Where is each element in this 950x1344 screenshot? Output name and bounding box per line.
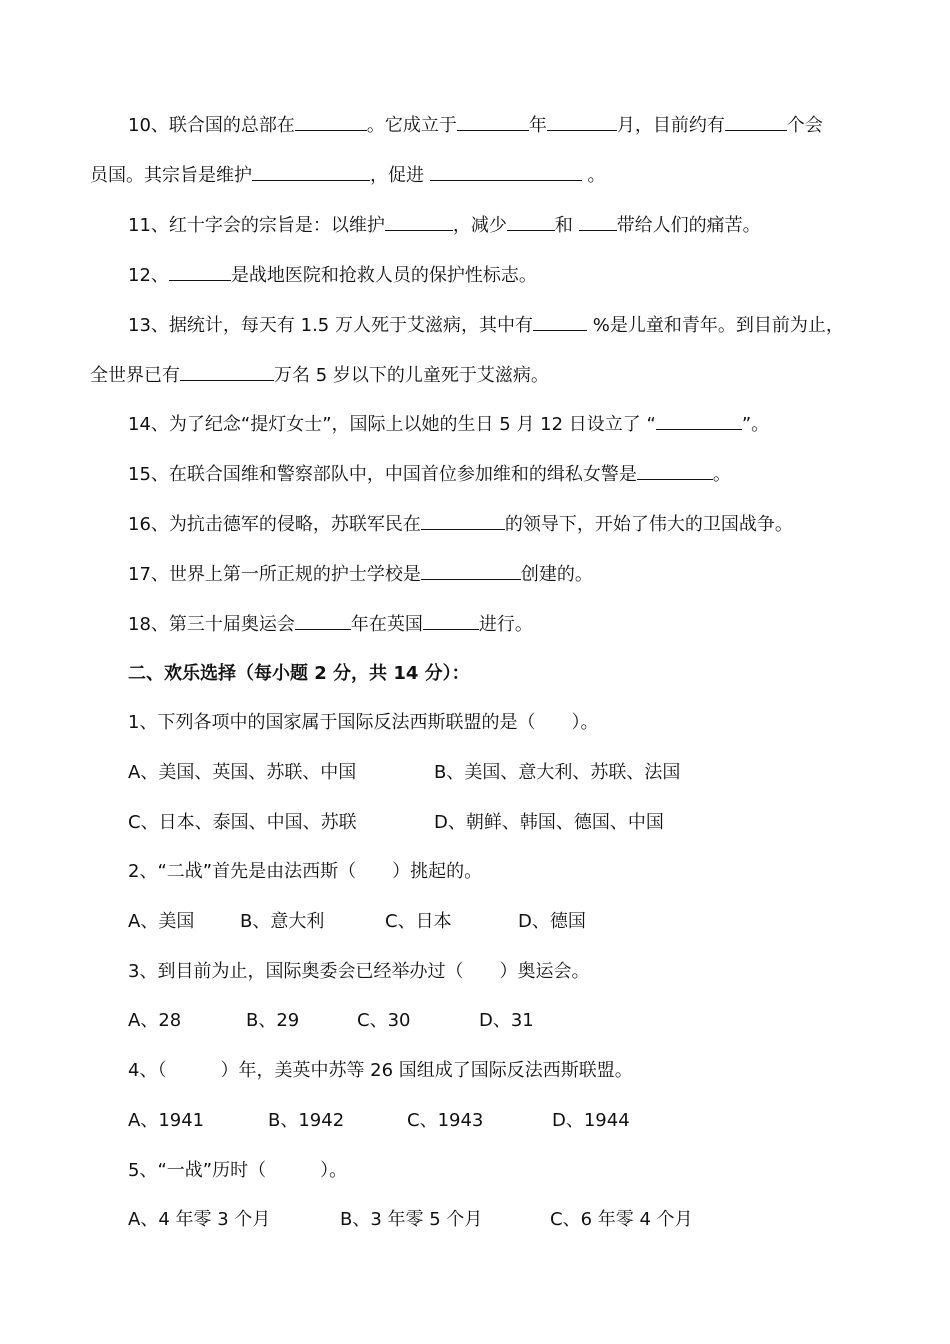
question-text: 是战地医院和抢救人员的保护性标志。 (230, 265, 537, 286)
option-c[interactable]: C、30 (357, 1010, 411, 1031)
answer-blank[interactable] (423, 611, 479, 630)
option-a[interactable]: A、美国、英国、苏联、中国 (128, 762, 357, 783)
question-text: 14、为了纪念“提灯女士”，国际上以她的生日 5 月 12 日设立了 “ (128, 414, 656, 435)
question-text: 和 (554, 215, 573, 236)
question-text: %是儿童和青年。到目前为止， (592, 315, 844, 336)
option-b[interactable]: B、3 年零 5 个月 (340, 1209, 483, 1230)
answer-blank[interactable] (656, 411, 742, 430)
question-13-line-2 (90, 362, 549, 389)
option-a[interactable]: A、美国 (128, 911, 195, 932)
answer-blank[interactable] (252, 162, 370, 181)
answer-blank[interactable] (180, 362, 274, 381)
choice-question-3: 3、到目前为止，国际奥委会已经举办过（ ）奥运会。 (128, 961, 590, 982)
question-text: 个会 (786, 115, 823, 136)
question-text: 员国。其宗旨是维护 (90, 165, 252, 186)
answer-blank[interactable] (295, 112, 367, 131)
option-c[interactable]: C、6 年零 4 个月 (550, 1209, 693, 1230)
answer-blank[interactable] (295, 611, 351, 630)
question-text: 13、据统计，每天有 1.5 万人死于艾滋病，其中有 (128, 315, 533, 336)
answer-blank[interactable] (637, 461, 713, 480)
question-text: 带给人们的痛苦。 (616, 215, 761, 236)
question-text: 年 (528, 115, 547, 136)
question-text: 。 (712, 464, 731, 485)
question-11 (128, 212, 761, 239)
question-text: ”。 (741, 414, 770, 435)
question-15 (128, 461, 731, 488)
option-b[interactable]: B、意大利 (240, 911, 325, 932)
answer-blank[interactable] (507, 212, 555, 231)
question-text: ，促进 (370, 165, 424, 186)
answer-blank[interactable] (457, 112, 529, 131)
answer-blank[interactable] (421, 511, 505, 530)
option-c[interactable]: C、日本、泰国、中国、苏联 (128, 812, 357, 833)
question-text: 全世界已有 (90, 365, 180, 386)
answer-blank[interactable] (579, 212, 617, 231)
option-d[interactable]: D、朝鲜、韩国、德国、中国 (434, 812, 664, 833)
question-text: 进行。 (478, 614, 533, 635)
option-b[interactable]: B、美国、意大利、苏联、法国 (434, 762, 681, 783)
question-10-line-1 (128, 112, 823, 139)
option-b[interactable]: B、29 (246, 1010, 300, 1031)
question-text: 18、第三十届奥运会 (128, 614, 295, 635)
answer-blank[interactable] (385, 212, 453, 231)
answer-blank[interactable] (430, 162, 582, 181)
section-heading: 二、欢乐选择（每小题 2 分，共 14 分）： (128, 663, 470, 684)
question-16 (128, 511, 793, 538)
question-18 (128, 611, 533, 638)
choice-question-4: 4、（ ）年，美英中苏等 26 国组成了国际反法西斯联盟。 (128, 1060, 633, 1081)
question-10-line-2 (90, 162, 605, 189)
question-14 (128, 411, 769, 438)
option-a[interactable]: A、1941 (128, 1110, 205, 1131)
option-d[interactable]: D、1944 (552, 1110, 630, 1131)
choice-question-2: 2、“二战”首先是由法西斯（ ）挑起的。 (128, 861, 483, 882)
option-b[interactable]: B、1942 (268, 1110, 345, 1131)
option-d[interactable]: D、31 (479, 1010, 534, 1031)
question-text: 12、 (128, 265, 169, 286)
question-text: 10、联合国的总部在 (128, 115, 295, 136)
question-text: 15、在联合国维和警察部队中，中国首位参加维和的缉私女警是 (128, 464, 637, 485)
option-d[interactable]: D、德国 (518, 911, 586, 932)
question-17 (128, 561, 593, 588)
question-12 (128, 262, 537, 289)
option-a[interactable]: A、4 年零 3 个月 (128, 1209, 271, 1230)
answer-blank[interactable] (533, 312, 587, 331)
option-c[interactable]: C、日本 (385, 911, 452, 932)
question-text: 月，目前约有 (616, 115, 725, 136)
question-text: 16、为抗击德军的侵略，苏联军民在 (128, 514, 421, 535)
question-text: 11、红十字会的宗旨是：以维护 (128, 215, 385, 236)
question-text: ，减少 (452, 215, 507, 236)
question-13-line-1 (128, 312, 844, 339)
answer-blank[interactable] (725, 112, 787, 131)
question-text: 17、世界上第一所正规的护士学校是 (128, 564, 421, 585)
answer-blank[interactable] (547, 112, 617, 131)
option-c[interactable]: C、1943 (407, 1110, 484, 1131)
option-a[interactable]: A、28 (128, 1010, 182, 1031)
question-text: 年在英国 (350, 614, 423, 635)
question-text: 。 (587, 165, 606, 186)
answer-blank[interactable] (169, 262, 231, 281)
question-text: 万名 5 岁以下的儿童死于艾滋病。 (274, 365, 549, 386)
answer-blank[interactable] (421, 561, 521, 580)
choice-question-5: 5、“一战”历时（ ）。 (128, 1160, 348, 1181)
choice-question-1: 1、下列各项中的国家属于国际反法西斯联盟的是（ ）。 (128, 712, 599, 733)
question-text: 的领导下，开始了伟大的卫国战争。 (504, 514, 793, 535)
question-text: 。它成立于 (366, 115, 457, 136)
question-text: 创建的。 (520, 564, 593, 585)
